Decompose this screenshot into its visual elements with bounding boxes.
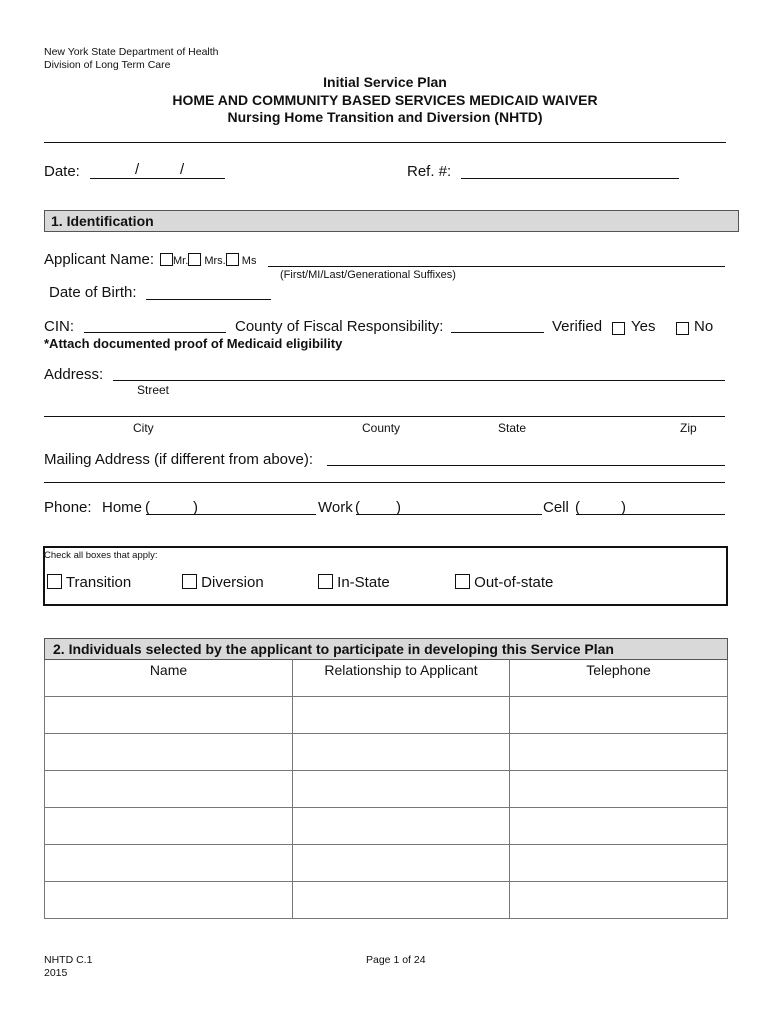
work-phone-field[interactable]	[356, 514, 542, 515]
county-caption: County	[362, 421, 401, 435]
work-paren-open: (	[355, 499, 360, 516]
in-state-checkbox[interactable]	[318, 574, 333, 589]
diversion-checkbox[interactable]	[182, 574, 197, 589]
cell-phone-label: Cell	[543, 499, 569, 516]
name-format-hint: (First/MI/Last/Generational Suffixes)	[280, 269, 456, 281]
relationship-cell[interactable]	[293, 734, 510, 771]
cell-paren-open: (	[575, 499, 580, 516]
form-year: 2015	[44, 967, 68, 979]
mrs-label: Mrs.	[204, 255, 226, 267]
table-row	[45, 882, 728, 919]
transition-label: Transition	[65, 574, 132, 591]
date-label: Date:	[44, 163, 80, 180]
state-caption: State	[498, 421, 527, 435]
home-paren-close: )	[193, 499, 198, 516]
ref-field[interactable]	[461, 178, 679, 179]
telephone-cell[interactable]	[510, 697, 728, 734]
table-row	[45, 771, 728, 808]
relationship-cell[interactable]	[293, 697, 510, 734]
form-subtitle: HOME AND COMMUNITY BASED SERVICES MEDICAID WAIVER	[172, 92, 598, 108]
work-paren-close: )	[396, 499, 401, 516]
form-id: NHTD C.1	[44, 954, 93, 966]
ref-label: Ref. #:	[407, 163, 452, 180]
out-of-state-checkbox[interactable]	[455, 574, 470, 589]
division-name: Division of Long Term Care	[44, 59, 171, 71]
cell-paren-close: )	[621, 499, 626, 516]
header-divider	[44, 142, 726, 143]
home-phone-field[interactable]	[146, 514, 316, 515]
mailing-address-label: Mailing Address (if different from above):	[44, 451, 314, 468]
mailing-address-field-2[interactable]	[44, 482, 725, 483]
city-county-state-zip-field[interactable]	[44, 416, 725, 417]
column-header-telephone: Telephone	[510, 660, 728, 697]
cin-label: CIN:	[44, 318, 74, 335]
column-header-name: Name	[45, 660, 293, 697]
in-state-option[interactable]	[318, 574, 390, 591]
mr-label: Mr.	[173, 255, 189, 267]
county-fiscal-label: County of Fiscal Responsibility:	[235, 318, 444, 335]
no-label: No	[694, 318, 714, 335]
table-row	[45, 845, 728, 882]
date-separator: /	[180, 161, 185, 178]
name-cell[interactable]	[45, 734, 293, 771]
cin-field[interactable]	[84, 332, 226, 333]
telephone-cell[interactable]	[510, 734, 728, 771]
name-cell[interactable]	[45, 771, 293, 808]
transition-option[interactable]	[47, 574, 131, 591]
mrs-checkbox[interactable]	[188, 253, 201, 266]
home-phone-label: Home	[102, 499, 143, 516]
individuals-table	[44, 638, 728, 919]
ms-label: Ms	[241, 255, 257, 267]
check-boxes-caption: Check all boxes that apply:	[44, 550, 158, 561]
home-paren-open: (	[145, 499, 150, 516]
section-individuals-header: 2. Individuals selected by the applicant to participate in developing this Service Plan	[45, 639, 728, 660]
ms-checkbox[interactable]	[226, 253, 239, 266]
in-state-label: In-State	[337, 574, 390, 591]
table-row	[45, 808, 728, 845]
name-cell[interactable]	[45, 697, 293, 734]
name-cell[interactable]	[45, 882, 293, 919]
cell-phone-field[interactable]	[576, 514, 725, 515]
yes-label: Yes	[631, 318, 656, 335]
street-field[interactable]	[113, 380, 725, 381]
agency-name: New York State Department of Health	[44, 46, 219, 58]
verified-no-checkbox[interactable]	[676, 322, 689, 335]
relationship-cell[interactable]	[293, 882, 510, 919]
program-title: Nursing Home Transition and Diversion (NHTD)	[227, 109, 543, 125]
applicant-name-label: Applicant Name:	[44, 251, 155, 268]
table-row	[45, 734, 728, 771]
mr-checkbox[interactable]	[160, 253, 173, 266]
name-cell[interactable]	[45, 808, 293, 845]
zip-caption: Zip	[680, 421, 697, 435]
work-phone-label: Work	[318, 499, 353, 516]
transition-checkbox[interactable]	[47, 574, 62, 589]
medicaid-note: *Attach documented proof of Medicaid eligibility	[44, 336, 343, 351]
telephone-cell[interactable]	[510, 808, 728, 845]
name-cell[interactable]	[45, 845, 293, 882]
telephone-cell[interactable]	[510, 882, 728, 919]
relationship-cell[interactable]	[293, 771, 510, 808]
telephone-cell[interactable]	[510, 771, 728, 808]
applicant-name-field[interactable]	[268, 266, 725, 267]
dob-field[interactable]	[146, 299, 271, 300]
out-of-state-option[interactable]	[455, 574, 553, 591]
date-separator: /	[135, 161, 140, 178]
salutation-group	[160, 253, 256, 267]
mailing-address-field[interactable]	[327, 465, 725, 466]
relationship-cell[interactable]	[293, 808, 510, 845]
phone-label: Phone:	[44, 499, 92, 516]
diversion-label: Diversion	[201, 574, 264, 591]
telephone-cell[interactable]	[510, 845, 728, 882]
out-of-state-label: Out-of-state	[474, 574, 554, 591]
section-identification-header: 1. Identification	[44, 210, 739, 232]
diversion-option[interactable]	[182, 574, 264, 591]
relationship-cell[interactable]	[293, 845, 510, 882]
county-fiscal-field[interactable]	[451, 332, 544, 333]
page-number: Page 1 of 24	[366, 954, 426, 966]
dob-label: Date of Birth:	[49, 284, 137, 301]
verified-label: Verified	[552, 318, 603, 335]
street-caption: Street	[137, 383, 170, 397]
table-row	[45, 697, 728, 734]
verified-yes-checkbox[interactable]	[612, 322, 625, 335]
address-label: Address:	[44, 366, 104, 383]
form-title: Initial Service Plan	[323, 74, 447, 90]
column-header-relationship: Relationship to Applicant	[293, 660, 510, 697]
date-field[interactable]	[90, 178, 225, 179]
city-caption: City	[133, 421, 154, 435]
